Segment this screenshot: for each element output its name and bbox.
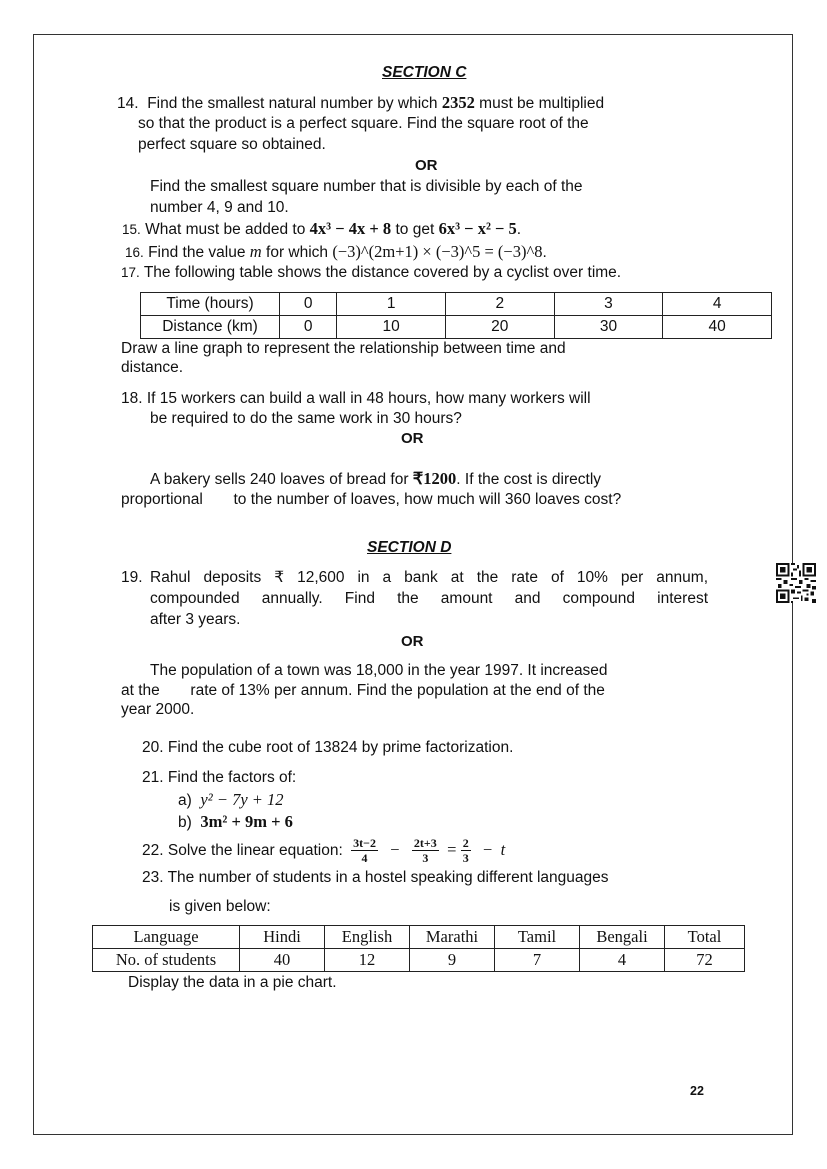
table-row	[93, 949, 745, 972]
fraction-denominator: 3	[462, 851, 469, 866]
q15-text-a: What must be added to	[145, 221, 306, 238]
qr-code-icon	[776, 563, 816, 603]
q16-end: .	[542, 244, 547, 261]
q15-end: .	[516, 221, 522, 238]
q18-alt-text-a: A bakery sells 240 loaves of bread for	[150, 471, 409, 488]
q20	[142, 738, 513, 758]
q23-number: 23.	[142, 869, 164, 886]
table-row	[141, 293, 772, 316]
q19-text1: Rahul deposits ₹ 12,600 in a bank at the rate of 10% per annum,	[150, 569, 708, 586]
q18-alt-text-c: proportional	[121, 491, 203, 508]
q17-line	[121, 263, 621, 283]
table-cell: 0	[280, 293, 337, 316]
q14-value: 2352	[441, 93, 475, 112]
q21-b	[178, 812, 293, 833]
languages-table	[92, 925, 745, 972]
q21-a-label: a)	[178, 792, 192, 809]
q22	[142, 832, 505, 869]
fraction-numerator: 2	[462, 836, 469, 851]
q18-alt-line1	[150, 469, 710, 490]
table-cell: 20	[445, 316, 554, 339]
table-cell: Language	[93, 926, 240, 949]
q15	[122, 219, 521, 240]
q23-line2: is given below:	[169, 898, 271, 915]
q14-alt-line1: Find the smallest square number that is divisible by each of the	[150, 178, 583, 195]
q16-var: m	[249, 242, 262, 261]
q19-alt-line3: year 2000.	[121, 701, 195, 718]
q15-expr1: 4x³ − 4x + 8	[309, 219, 392, 238]
q22-equals: =	[447, 840, 457, 859]
q19-line1	[121, 568, 143, 588]
q23-line1	[142, 868, 609, 888]
q21-b-expr: 3m² + 9m + 6	[200, 812, 293, 831]
table-cell: Marathi	[410, 926, 495, 949]
table-cell: 4	[580, 949, 665, 972]
q15-number: 15.	[122, 222, 141, 237]
q19-or: OR	[401, 633, 424, 650]
q23-text: The number of students in a hostel speaking different languages	[167, 869, 609, 886]
q17-text: The following table shows the distance covered by a cyclist over time.	[143, 264, 622, 281]
q18-alt-text-b: . If the cost is directly	[456, 471, 602, 488]
q15-expr2: 6x³ − x² − 5	[438, 219, 517, 238]
q18-alt-text-d: to the number of loaves, how much will 360 loaves cost?	[233, 491, 622, 508]
q16-text-a: Find the value	[148, 244, 246, 261]
q14-or: OR	[415, 157, 438, 174]
q22-text: Solve the linear equation:	[167, 842, 343, 859]
q16-text-b: for which	[266, 244, 329, 261]
table-cell: Distance (km)	[141, 316, 280, 339]
table-cell: English	[325, 926, 410, 949]
section-d-title: SECTION D	[367, 539, 452, 556]
q17-after2: distance.	[121, 359, 184, 376]
table-cell: Total	[665, 926, 745, 949]
table-cell: 0	[280, 316, 337, 339]
q19-text3: after 3 years.	[150, 611, 241, 628]
q14-alt-line2: number 4, 9 and 10.	[150, 199, 289, 216]
q21-text: Find the factors of:	[167, 769, 297, 786]
q21-a	[178, 790, 284, 811]
q18-line2: be required to do the same work in 30 hours?	[150, 410, 462, 427]
table-row	[141, 316, 772, 339]
table-cell: Time (hours)	[141, 293, 280, 316]
q14-text-a: Find the smallest natural number by which	[147, 95, 438, 112]
q17-number: 17.	[121, 265, 140, 280]
q21	[142, 768, 296, 788]
q20-text: Find the cube root of 13824 by prime factorization.	[167, 739, 514, 756]
q22-minus2: −	[483, 840, 493, 859]
q17-after1: Draw a line graph to represent the relationship between time and	[121, 340, 566, 357]
q15-text-b: to get	[395, 221, 435, 238]
table-cell: Hindi	[240, 926, 325, 949]
table-cell: 3	[554, 293, 663, 316]
q14-line1	[117, 93, 604, 114]
q19-alt-text-a: at the	[121, 682, 160, 699]
q22-number: 22.	[142, 842, 164, 859]
table-cell: 12	[325, 949, 410, 972]
q16-expr: (−3)^(2m+1) × (−3)^5 = (−3)^8	[332, 242, 543, 261]
q20-number: 20.	[142, 739, 164, 756]
table-cell: 9	[410, 949, 495, 972]
q14-text-b: must be multiplied	[479, 95, 605, 112]
q14-number: 14.	[117, 95, 139, 112]
q21-number: 21.	[142, 769, 164, 786]
table-cell: 72	[665, 949, 745, 972]
q18-alt-line2	[121, 490, 621, 510]
q19-text2: compounded annually. Find the amount and compound interest	[150, 590, 708, 607]
q14-line2: so that the product is a perfect square. Find the square root of the	[138, 115, 589, 132]
fraction-numerator: 3t−2	[353, 836, 376, 851]
table-cell: 10	[337, 316, 446, 339]
q16-number: 16.	[125, 245, 144, 260]
q18-text: If 15 workers can build a wall in 48 hours, how many workers will	[146, 390, 591, 407]
table-cell: 4	[663, 293, 772, 316]
q18-alt-price: ₹1200	[412, 469, 457, 488]
table-cell: 30	[554, 316, 663, 339]
q14-line3: perfect square so obtained.	[138, 136, 326, 153]
q22-t: t	[500, 840, 506, 859]
q18-number: 18.	[121, 390, 143, 407]
q18-or: OR	[401, 430, 424, 447]
q19-number: 19.	[121, 569, 143, 586]
table-cell: 7	[495, 949, 580, 972]
table-cell: 2	[445, 293, 554, 316]
fraction	[412, 836, 439, 865]
q21-b-label: b)	[178, 814, 192, 831]
fraction	[461, 836, 471, 865]
fraction-denominator: 4	[361, 851, 368, 866]
q22-minus1: −	[390, 840, 400, 859]
q18-line1	[121, 389, 591, 409]
q16	[125, 242, 547, 263]
table-cell: 1	[337, 293, 446, 316]
fraction	[351, 836, 378, 865]
fraction-numerator: 2t+3	[413, 836, 437, 851]
table-cell: Tamil	[495, 926, 580, 949]
table-cell: No. of students	[93, 949, 240, 972]
q19-alt-line2	[121, 681, 605, 701]
q21-a-expr: y² − 7y + 12	[200, 790, 284, 809]
table-row	[93, 926, 745, 949]
cyclist-table	[140, 292, 772, 339]
q19-alt-line1: The population of a town was 18,000 in the year 1997. It increased	[150, 662, 608, 679]
q19-alt-text-b: rate of 13% per annum. Find the population at the end of the	[190, 682, 605, 699]
table-cell: 40	[663, 316, 772, 339]
section-c-title: SECTION C	[382, 64, 467, 81]
fraction-denominator: 3	[422, 851, 429, 866]
page-number: 22	[690, 1084, 704, 1098]
table-cell: 40	[240, 949, 325, 972]
table-cell: Bengali	[580, 926, 665, 949]
q23-after: Display the data in a pie chart.	[128, 974, 337, 991]
